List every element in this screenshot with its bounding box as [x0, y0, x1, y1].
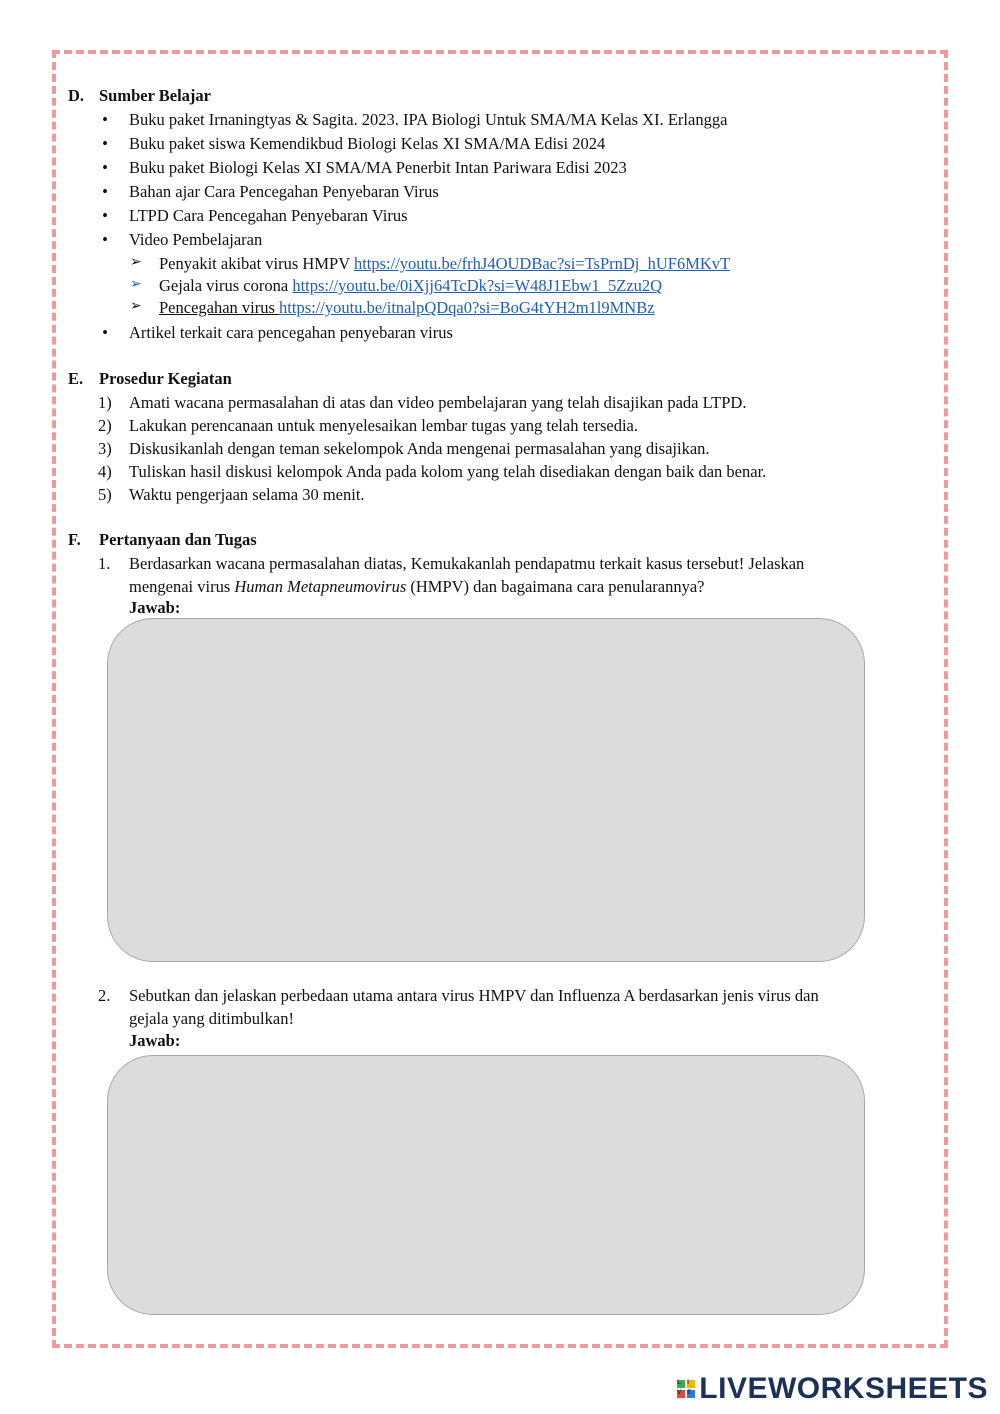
step-text: Amati wacana permasalahan di atas dan video pembelajaran yang telah disajikan pada LTPD.: [129, 393, 747, 412]
question-text: Berdasarkan wacana permasalahan diatas, Kemukakanlah pendapatmu terkait kasus tersebut! Jelaskan: [129, 554, 805, 573]
section-d-letter: D.: [68, 86, 85, 105]
question-italic-term: Human Metapneumovirus: [234, 577, 407, 596]
step-text: Diskusikanlah dengan teman sekelompok Anda mengenai permasalahan yang disajikan.: [129, 439, 710, 458]
step-text: Tuliskan hasil diskusi kelompok Anda pada kolom yang telah disediakan dengan baik dan benar.: [129, 462, 767, 481]
list-item-text: Video Pembelajaran: [129, 230, 263, 249]
list-item: [68, 182, 439, 202]
section-e-letter: E.: [68, 369, 84, 388]
list-item-text: Buku paket Irnaningtyas & Sagita. 2023. IPA Biologi Untuk SMA/MA Kelas XI. Erlangga: [129, 110, 728, 129]
step-number: 1): [98, 393, 112, 412]
procedure-step: [68, 416, 638, 436]
bullet-icon: •: [102, 182, 108, 201]
section-d-heading: [68, 86, 211, 106]
list-item: [68, 230, 262, 250]
question-text: mengenai virus: [129, 577, 235, 596]
video-item: [68, 276, 662, 296]
bullet-icon: •: [102, 158, 108, 177]
answer-box-1[interactable]: [107, 618, 865, 962]
list-item: [68, 206, 408, 226]
answer-label-1: Jawab:: [129, 598, 181, 617]
bullet-icon: •: [102, 134, 108, 153]
arrow-bullet-icon: ➢: [130, 277, 142, 292]
logo-square: E: [687, 1390, 695, 1398]
video-item: [68, 298, 655, 318]
section-f-letter: F.: [68, 530, 81, 549]
list-item-text: Buku paket Biologi Kelas XI SMA/MA Penerbit Intan Pariwara Edisi 2023: [129, 158, 627, 177]
question-2-line-2: gejala yang ditimbulkan!: [129, 1009, 294, 1028]
list-item: [68, 110, 727, 130]
bullet-icon: •: [102, 230, 108, 249]
section-e-heading: [68, 369, 232, 389]
bullet-icon: •: [102, 110, 108, 129]
list-item-text: LTPD Cara Pencegahan Penyebaran Virus: [129, 206, 408, 225]
bullet-icon: •: [102, 323, 108, 342]
answer-box-2[interactable]: [107, 1055, 865, 1315]
bullet-icon: •: [102, 206, 108, 225]
list-item-text: Bahan ajar Cara Pencegahan Penyebaran Virus: [129, 182, 439, 201]
section-f-title: Pertanyaan dan Tugas: [99, 530, 257, 549]
liveworksheets-logo[interactable]: [677, 1372, 988, 1406]
step-text: Lakukan perencanaan untuk menyelesaikan lembar tugas yang telah tersedia.: [129, 416, 638, 435]
list-item-text: Buku paket siswa Kemendikbud Biologi Kelas XI SMA/MA Edisi 2024: [129, 134, 606, 153]
question-1-line-1: [68, 554, 804, 574]
logo-square: L: [677, 1380, 685, 1388]
video-link-corona[interactable]: https://youtu.be/0iXjj64TcDk?si=W48J1Ebw1_5Zzu2Q: [292, 276, 663, 295]
step-number: 5): [98, 485, 112, 504]
video-link-pencegahan[interactable]: https://youtu.be/itnalpQDqa0?si=BoG4tYH2m1l9MNBz: [279, 298, 655, 317]
question-number: 2.: [98, 986, 111, 1005]
video-label: Pencegahan virus: [159, 298, 280, 317]
logo-square: I: [687, 1380, 695, 1388]
question-number: 1.: [98, 554, 111, 573]
question-1-line-2: [129, 577, 705, 597]
step-number: 3): [98, 439, 112, 458]
question-2-line-1: [68, 986, 819, 1006]
arrow-bullet-icon: ➢: [130, 299, 142, 314]
arrow-bullet-icon: ➢: [130, 255, 142, 270]
list-item-text: Artikel terkait cara pencegahan penyebaran virus: [129, 323, 453, 342]
logo-square: V: [677, 1390, 685, 1398]
list-item: [68, 134, 605, 154]
section-f-heading: [68, 530, 257, 550]
procedure-step: [68, 485, 365, 505]
list-item: [68, 158, 627, 178]
video-label: Gejala virus corona: [159, 276, 293, 295]
list-item: [68, 323, 453, 343]
section-d-title: Sumber Belajar: [99, 86, 211, 105]
video-link-hmpv[interactable]: https://youtu.be/frhJ4OUDBac?si=TsPrnDj_hUF6MKvT: [353, 254, 731, 273]
answer-label-2: Jawab:: [129, 1031, 181, 1050]
video-label: Penyakit akibat virus HMPV: [159, 254, 354, 273]
video-item: [68, 254, 730, 274]
procedure-step: [68, 439, 710, 459]
question-text: (HMPV) dan bagaimana cara penularannya?: [406, 577, 705, 596]
section-e-title: Prosedur Kegiatan: [99, 369, 232, 388]
liveworksheets-logo-icon: [677, 1380, 695, 1398]
step-number: 4): [98, 462, 112, 481]
liveworksheets-logo-text: LIVEWORKSHEETS: [699, 1372, 988, 1405]
step-text: Waktu pengerjaan selama 30 menit.: [129, 485, 365, 504]
question-text: Sebutkan dan jelaskan perbedaan utama antara virus HMPV dan Influenza A berdasarkan jenis virus dan: [129, 986, 819, 1005]
procedure-step: [68, 462, 766, 482]
procedure-step: [68, 393, 746, 413]
step-number: 2): [98, 416, 112, 435]
